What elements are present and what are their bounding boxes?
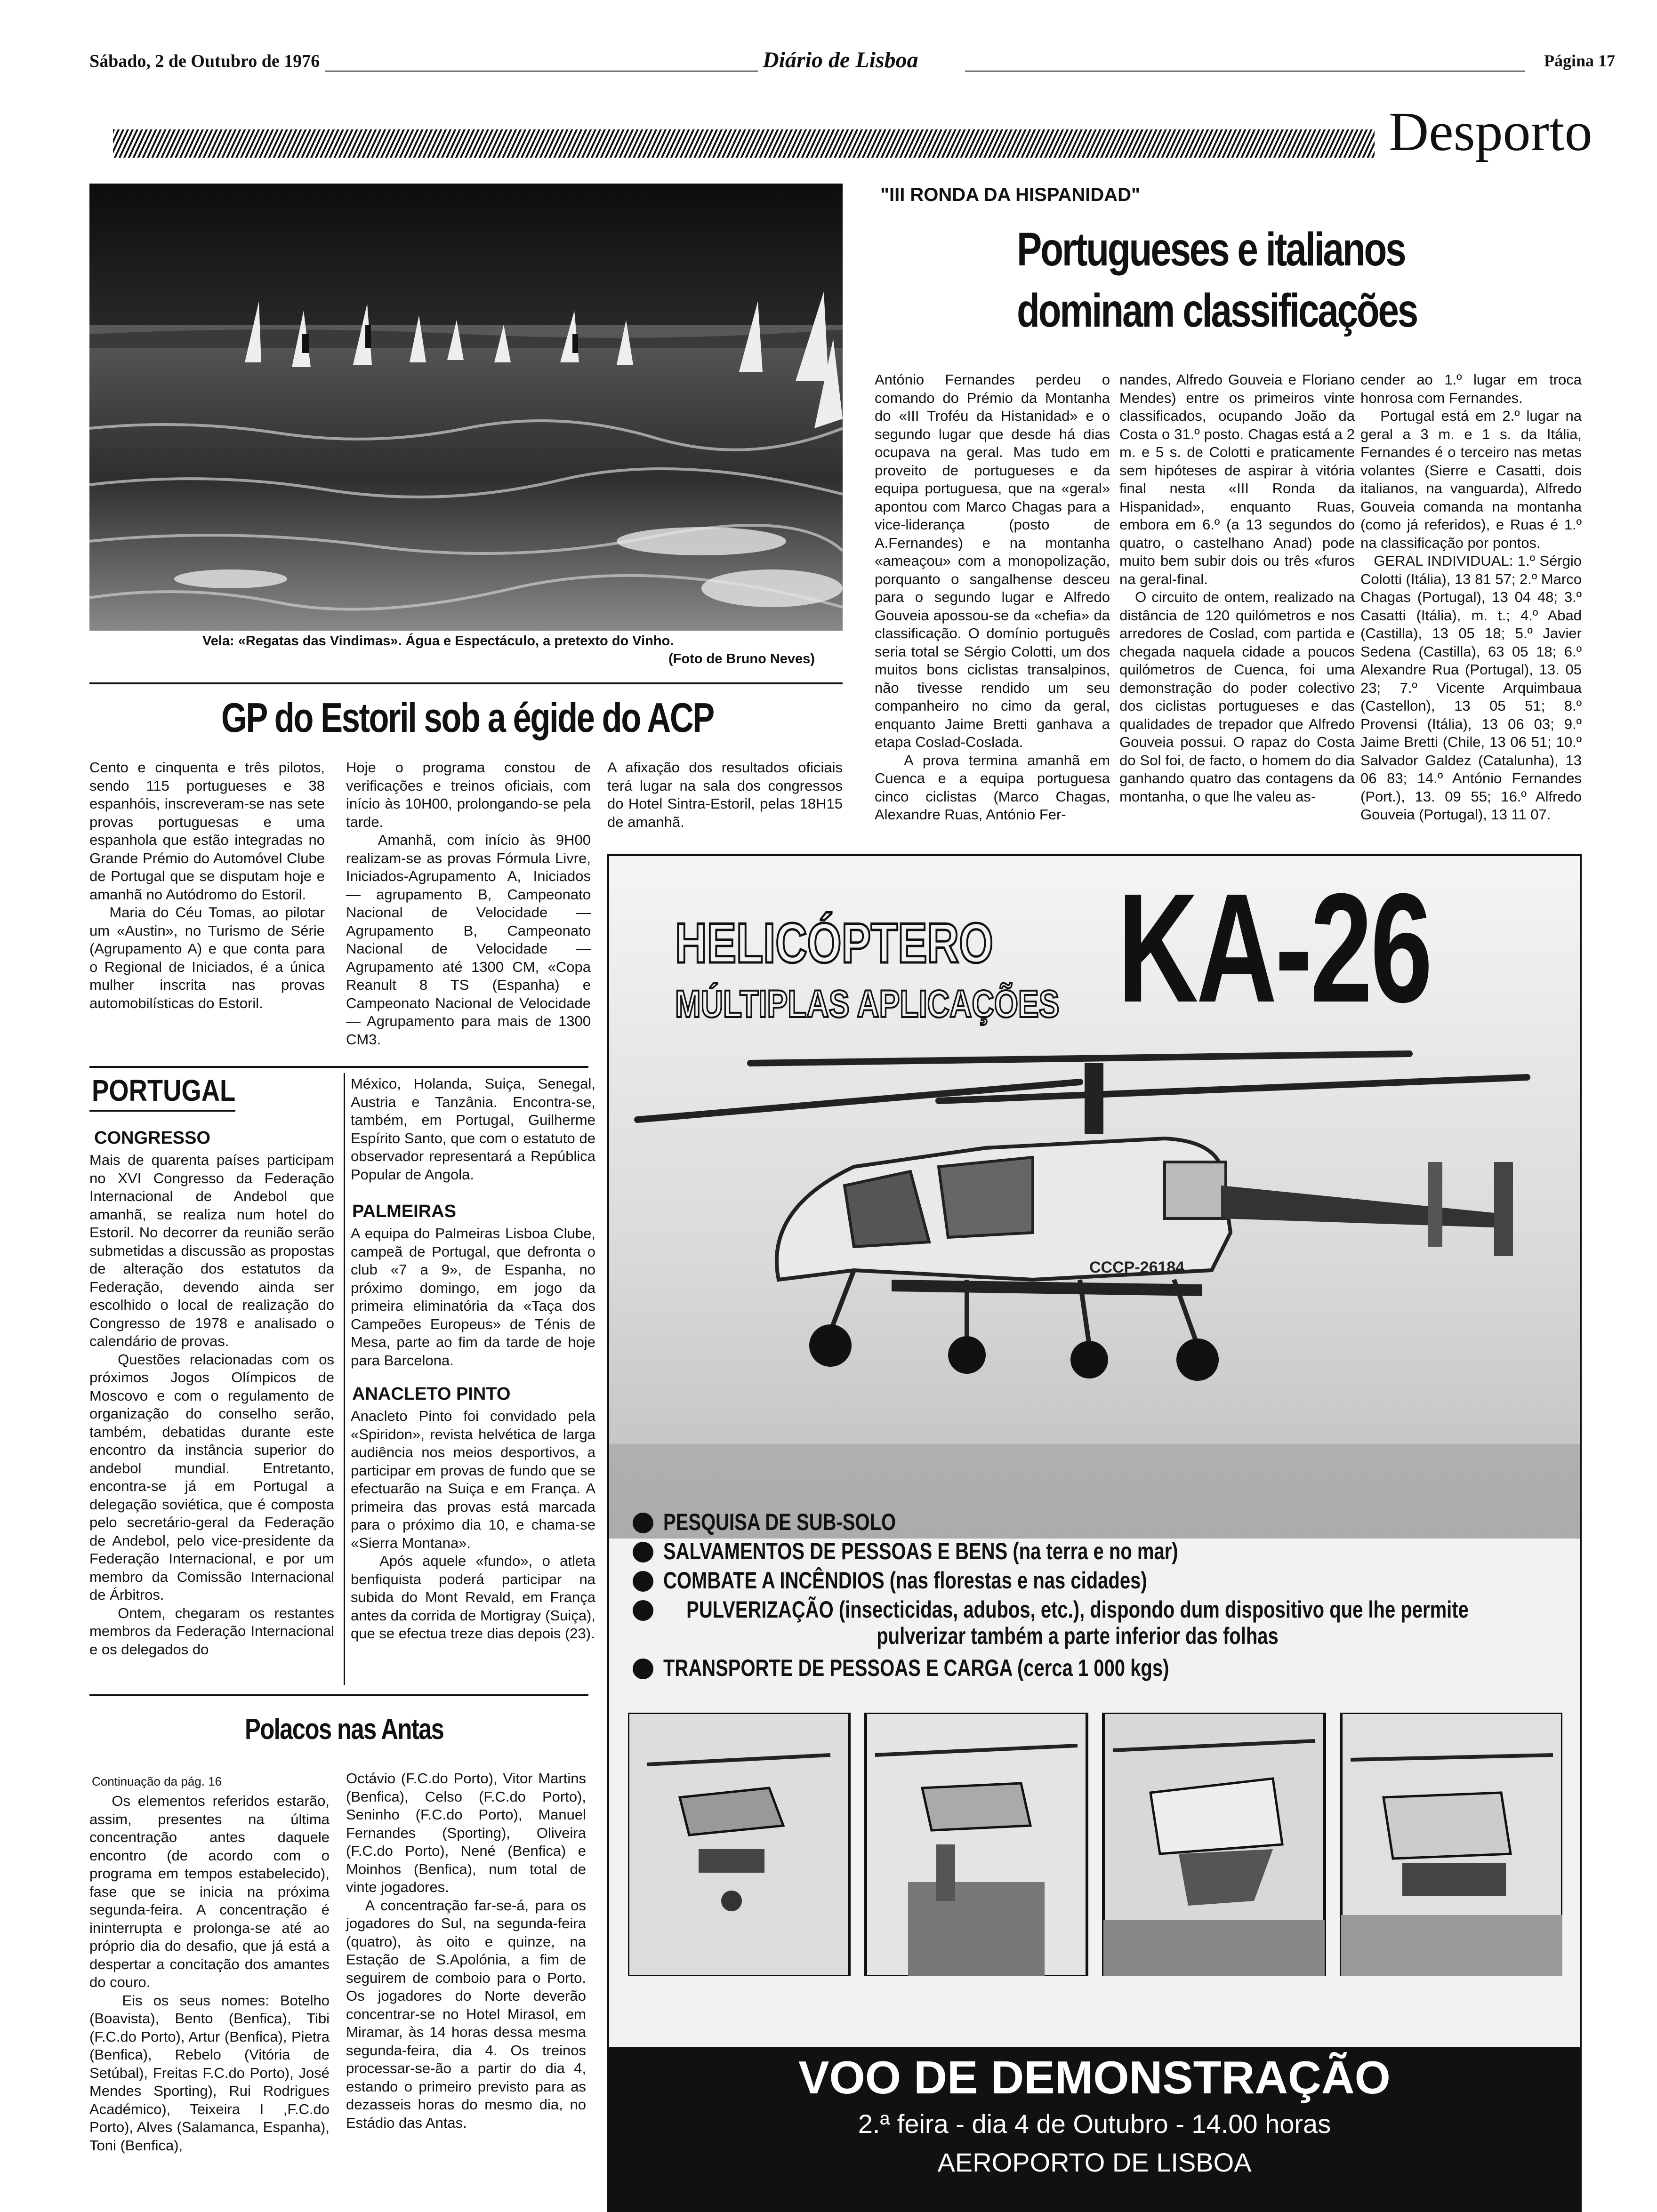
portugal-title-underline [89,1110,235,1112]
polacos-column-1: Os elementos referidos estarão, assim, presentes na última concentração antes daquele encontro (de acordo com o programa em tempos estabelecido), fase que se inicia na próxima segunda-feira. A concentração é ininterrupta e prolonga-se até ao próprio dia do desafio, que já está a despertar a concitação dos amantes do couro. Eis os seus nomes: Botelho (Boavista), Bento (Benfica), Tibi (F.C.do Porto), Artur (Benfica), Pietra (Benfica), Rebelo (Vitória de Setúbal), Freitas F.C.do Porto), José Mendes Sporting), Rui Rodrigues Académico), Teixeira I ,F.C.do Porto), Alves (Salamanca, Espanha), Toni (Benfica), [89,1793,330,2154]
gp-headline: GP do Estoril sob a égide do ACP [221,694,714,741]
polacos-headline: Polacos nas Antas [245,1713,444,1746]
polacos-continuation: Continuação da pág. 16 [92,1774,222,1788]
anacleto-title: ANACLETO PINTO [352,1384,511,1404]
photo-caption: Vela: «Regatas das Vindimas». Água e Espectáculo, a pretexto do Vinho. [202,633,674,649]
ad-item-2: SALVAMENTOS DE PESSOAS E BENS (na terra e no mar) [663,1538,1178,1564]
ronda-headline-line2: dominam classificações [1017,284,1417,337]
ad-footer-date: 2.ª feira - dia 4 de Outubro - 14.00 horas [858,2109,1331,2139]
section-hatch-band [113,129,1375,158]
congresso-text: Mais de quarenta países participam no XVI Congresso da Federação Internacional de Andebol que amanhã, se realiza num hotel do Estoril. No decorrer da reunião serão submetidas a discussão as propostas de alteração dos estatutos da Federação, devendo ainda ser escolhido o local de realização do Congresso de 1978 e analisado o calendário de provas. Questões relacionadas com os próximos Jogos Olímpicos de Moscovo e com o regulamento de organização do conselho serão, também, debatidas durante este encontro da instância superior do andebol mundial. Entretanto, encontra-se já em Portugal a delegação soviética, que é composta pelo secretário-geral da Federação de Andebol, pelo vice-presidente da Federação Internacional, e por um membro da Comissão Internacional de Árbitros. Ontem, chegaram os restantes membros da Federação Internacional e os delegados do [89,1152,334,1658]
congresso-title: CONGRESSO [94,1128,211,1148]
photo-credit: (Foto de Bruno Neves) [668,651,815,666]
masthead: Diário de Lisboa [763,48,918,72]
portugal-title: PORTUGAL [92,1074,236,1107]
ronda-column-3: cender ao 1.º lugar em troca honrosa com Fernandes. Portugal está em 2.º lugar na geral a 3 m. e 1 s. da Itália, Fernandes é o terceiro nas metas volantes (Sierre e Casatti, dois italianos, na vanguarda), Alfredo Gouveia comanda na montanha (como já referidos), e Ruas é 1.º na classificação por pontos. GERAL INDIVIDUAL: 1.º Sérgio Colotti (Itália), 13 81 57; 2.º Marco Chagas (Portugal), 13 04 48; 3.º Casatti (Itália), m. t.; 4.º Abad (Castilla), 13 05 18; 5.º Javier Sedena (Castilla), 63 05 18; 6.º Alexandre Rua (Portugal), 13. 05 23; 7.º Vicente Arquimbaua (Castellon), 13 05 51; 8.º Provensi (Itália), 13 06 03; 9.º Jaime Bretti (Chile, 13 06 51; 10.º Salvador Galdez (Catalunha), 13 06 83; 14.º António Fernandes (Port.), 13. 09 55; 16.º Alfredo Gouveia (Portugal), 13 11 07. [1360,371,1582,823]
header-rule-left [325,71,758,72]
ronda-headline-line1: Portugueses e italianos [1017,223,1405,276]
ad-bullet-5-icon [633,1659,653,1679]
polacos-rule-top [89,1694,588,1696]
header-rule-right [965,71,1525,72]
ad-bullet-4-icon [633,1600,653,1621]
ad-item-3: COMBATE A INCÊNDIOS (nas florestas e nas cidades) [663,1567,1147,1594]
portugal-column-2-top: México, Holanda, Suiça, Senegal, Austria e Tanzânia. Encontra-se, também, em Portugal, Guilherme Espírito Santo, que com o estatuto de observador representará a República Popular de Angola. [351,1075,600,1183]
ronda-kicker: "III RONDA DA HISPANIDAD" [880,184,1141,205]
ronda-column-2: nandes, Alfredo Gouveia e Floriano Mendes) entre os primeiros vinte classificados, ocupando João da Costa o 31.º posto. Chagas está a 2 m. e 5 s. de Colotti e praticamente sem hipóteses de aspirar à vitória final nesta «III Ronda da Hispanidad», enquanto Ruas, embora em 6.º (a 13 segundos do quatro, o castelhano Anad) pode muito bem subir dois ou três «furos na geral-final. O circuito de ontem, realizado na distância de 120 quilómetros e nos arredores de Coslad, com partida e chegada naquela cidade a poucos quilómetros de Cuenca, foi uma demonstração do poder colectivo dos ciclistas portugueses e das qualidades de trepador que Alfredo Gouveia possui. O rapaz do Costa do Sol foi, de facto, o homem do dia ganhando quatro das contagens da montanha, o que lhe valeu as- [1119,371,1355,805]
gp-rule-top [89,682,843,684]
section-title: Desporto [1389,101,1593,162]
palmeiras-text: A equipa do Palmeiras Lisboa Clube, campeã de Portugal, que defronta o club «7 a 9», de Espanha, no próximo domingo, em jogo da primeira eliminatória da «Taça dos Campeões Europeus» de Ténis de Mesa, parte ao fim da tarde de hoje para Barcelona. [351,1225,600,1369]
ad-bullet-3-icon [633,1571,653,1592]
ronda-column-1: António Fernandes perdeu o comando do Prémio da Montanha do «III Troféu da Histanidad» e o segundo lugar que desde há dias ocupava na geral. Mas tudo em proveito de portugueses e da equipa portuguesa, que na «geral» apontou com Marco Chagas para a vice-liderança (posto de A.Fernandes) e na montanha «ameaçou» com a monopolização, porquanto o sangalhense desceu para o segundo lugar e Alfredo Gouveia apossou-se da «chefia» da classificação. O domínio português seria total se Sérgio Colotti, um dos muitos bons ciclistas transalpinos, não tivesse rendido um seu companheiro no cimo da geral, enquanto Jaime Bretti ganhava a etapa Coslad-Coslada. A prova termina amanhã em Cuenca e a equipa portuguesa cinco ciclistas (Marco Chagas, Alexandre Ruas, António Fer- [875,371,1110,823]
ad-item-1: PESQUISA DE SUB-SOLO [663,1509,896,1535]
ad-footer-title: VOO DE DEMONSTRAÇÃO [798,2052,1391,2103]
ad-title-aplicacoes: MÚLTIPLAS APLICAÇÕES [675,983,1060,1026]
portugal-rule-top [89,1066,588,1068]
header-date: Sábado, 2 de Outubro de 1976 [89,51,320,71]
ad-item-4: PULVERIZAÇÃO (insecticidas, adubos, etc.), dispondo dum dispositivo que lhe permite pulverizar também a parte inferior das folhas [686,1596,1469,1649]
ad-bullet-2-icon [633,1542,653,1563]
ad-title-ka26: KA-26 [1118,861,1431,1034]
polacos-column-2: Octávio (F.C.do Porto), Vitor Martins (Benfica), Celso (F.C.do Porto), Seninho (F.C.do Porto), Manuel Fernandes (Sporting), Oliveira (F.C.do Porto), Nené (Benfica) e Moinhos (Benfica), num total de vinte jogadores. A concentração far-se-á, para os jogadores do Sul, na segunda-feira (quatro), às oito e quinze, na Estação de S.Apolónia, a fim de seguirem de comboio para o Porto. Os jogadores do Norte deverão concentrar-se no Hotel Mirasol, em Miramar, às 14 horas dessa mesma segunda-feira, dia 4. Os treinos processar-se-ão a partir do dia 4, estando o primeiro previsto para as dezasseis horas do mesmo dia, no Estádio das Antas. [346,1770,586,2131]
sailing-regatta-image [89,184,843,631]
ad-item-5: TRANSPORTE DE PESSOAS E CARGA (cerca 1 000 kgs) [663,1655,1169,1681]
palmeiras-title: PALMEIRAS [352,1202,456,1221]
sailing-photo [89,184,843,631]
gp-column-1: Cento e cinquenta e três pilotos, sendo 115 portugueses e 38 espanhóis, inscreveram-se nas sete provas portuguesas e uma espanhola que estão integradas no Grande Prémio do Automóvel Clube de Portugal que se disputam hoje e amanhã no Autódromo do Estoril. Maria do Céu Tomas, ao pilotar um «Austin», no Turismo de Série (Agrupamento A) e que conta para o Regional de Iniciados, é a única mulher inscrita nas provas automobilísticas do Estoril. [89,759,325,1011]
anacleto-text: Anacleto Pinto foi convidado pela «Spiridon», revista helvética de larga audiência nos meios desportivos, a participar em provas de fundo que se efectuarão na Suiça e em França. A primeira das provas está marcada para o próximo dia 10, e chama-se «Sierra Montana». Após aquele «fundo», o atleta benfiquista poderá participar na subida do Mont Revald, em França antes da corrida de Mortigray (Suiça), que se efectua treze dias depois (23). [351,1408,595,1642]
ad-title-helicoptero: HELICÓPTERO [675,912,994,975]
ad-helicopter-registration: CCCP-26184 [1089,1258,1185,1276]
helicopter-ad [607,854,1582,2212]
portugal-column-divider [344,1073,345,1685]
ad-demo-photos [628,1713,1562,1976]
page-number: Página 17 [1544,51,1616,70]
ad-footer-place: AEROPORTO DE LISBOA [937,2148,1252,2177]
gp-column-2: Hoje o programa constou de verificações e treinos oficiais, com início às 10H00, prolongando-se pela tarde. Amanhã, com início às 9H00 realizam-se as provas Fórmula Livre, Iniciados-Agrupamento A, Iniciados — agrupamento B, Campeonato Nacional de Velocidade — Agrupamento B, Campeonato Nacional de Velocidade — Agrupamento até 1300 CM, «Copa Reanult 8 TS (Espanha) e Campeonato Nacional de Velocidade — Agrupamento para mais de 1300 CM3. [346,759,591,1048]
ad-bullet-1-icon [633,1513,653,1533]
ad-photo-strip [628,1713,1562,1976]
gp-column-3: A afixação dos resultados oficiais terá lugar na sala dos congressos do Hotel Sintra-Estoril, pelas 18H15 de amanhã. [607,759,847,830]
